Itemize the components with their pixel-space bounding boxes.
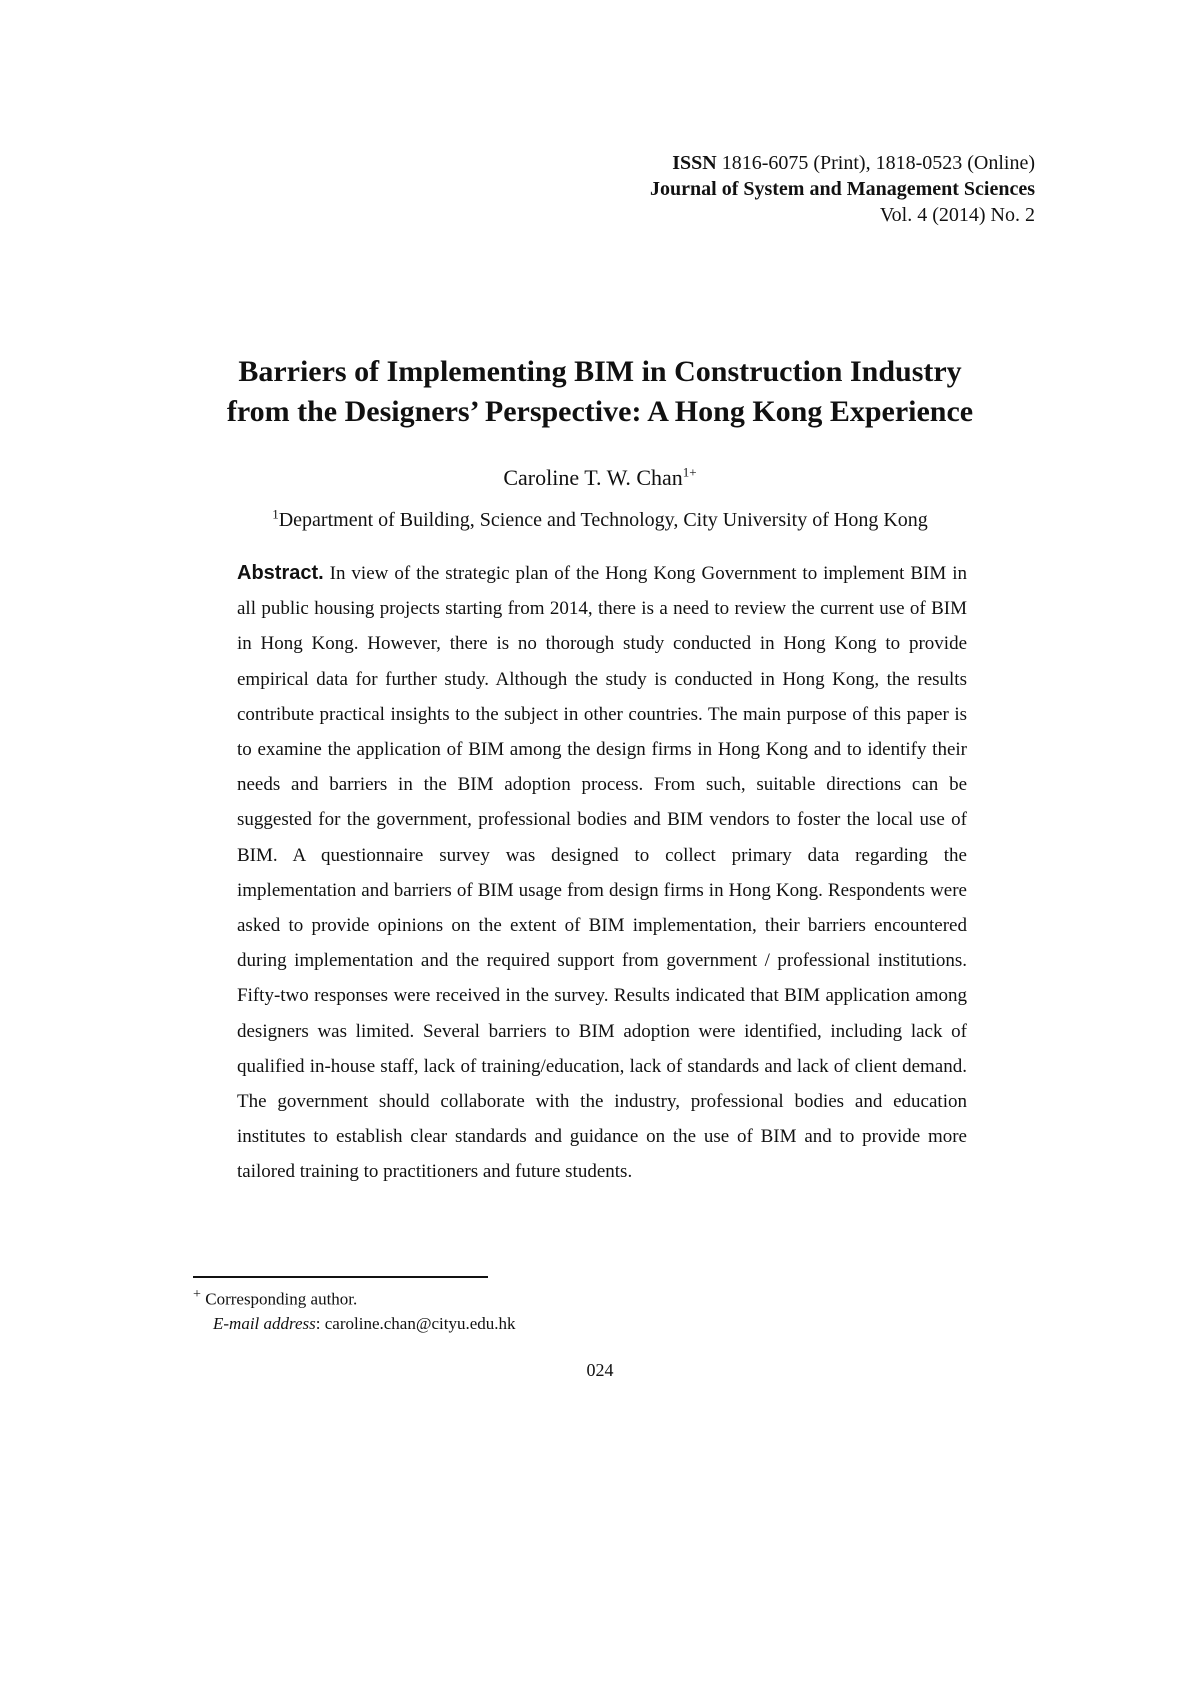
corresponding-author-text: Corresponding author. [200, 1289, 358, 1309]
paper-title [0, 352, 1200, 432]
footnote-divider [193, 1276, 488, 1278]
affiliation [0, 506, 1200, 534]
abstract-label: Abstract. [237, 562, 324, 584]
footnote-line-1 [193, 1282, 516, 1312]
footnote-line-2 [193, 1312, 516, 1336]
author-marker: 1+ [682, 464, 697, 480]
affiliation-marker: 1 [272, 506, 279, 522]
email-address: : caroline.chan@cityu.edu.hk [315, 1313, 516, 1333]
abstract [237, 556, 967, 1190]
journal-name: Journal of System and Management Sciences [650, 178, 1035, 200]
abstract-text: In view of the strategic plan of the Hong Kong Government to implement BIM in all public housing projects starting from 2014, there is a need to review the current use of BIM in Hong Kong. However, there is no thorough study conducted in Hong Kong to provide empirical data for further study. Although the study is conducted in Hong Kong, the results contribute practical insights to the subject in other countries. The main purpose of this paper is to examine the application of BIM among the design firms in Hong Kong and to identify their needs and barriers in the BIM adoption process. From such, suitable directions can be suggested for the government, professional bodies and BIM vendors to foster the local use of BIM. A questionnaire survey was designed to collect primary data regarding the implementation and barriers of BIM usage from design firms in Hong Kong. Respondents were asked to provide opinions on the extent of BIM implementation, their barriers encountered during implementation and the required support from government / professional institutions. Fifty-two responses were received in the survey. Results indicated that BIM application among designers was limited. Several barriers to BIM adoption were identified, including lack of qualified in-house staff, lack of training/education, lack of standards and lack of client demand. The government should collaborate with the industry, professional bodies and education institutes to establish clear standards and guidance on the use of BIM and to provide more tailored training to practitioners and future students. [237, 563, 967, 1183]
affiliation-text: Department of Building, Science and Technology, City University of Hong Kong [278, 509, 928, 531]
issn-numbers: 1816-6075 (Print), 1818-0523 (Online) [716, 152, 1035, 174]
footnote [193, 1282, 516, 1336]
email-label: E-mail address [213, 1313, 316, 1333]
footnote-marker: + [193, 1286, 201, 1302]
title-line-1: Barriers of Implementing BIM in Construction Industry [238, 355, 962, 388]
issn-label: ISSN [672, 152, 717, 174]
title-line-2: from the Designers’ Perspective: A Hong Kong Experience [226, 395, 974, 428]
author-name: Caroline T. W. Chan [503, 465, 683, 490]
author-line [0, 463, 1200, 493]
volume-issue: Vol. 4 (2014) No. 2 [879, 204, 1035, 226]
journal-header [650, 150, 1035, 228]
issn-line [650, 150, 1035, 176]
page-number: 024 [586, 1360, 614, 1380]
